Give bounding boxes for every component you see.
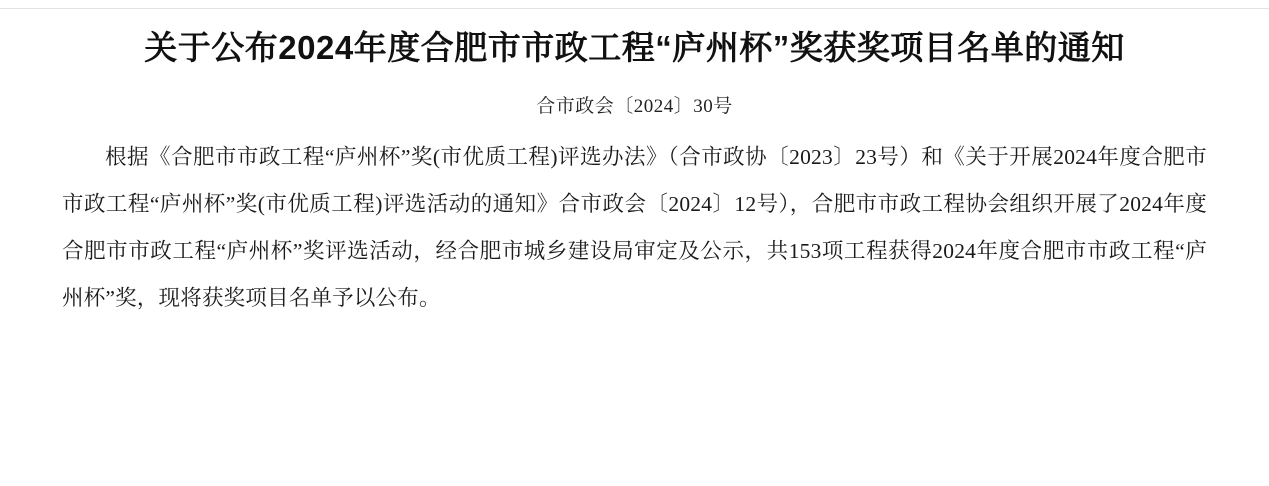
body-paragraph: 根据《合肥市市政工程“庐州杯”奖(市优质工程)评选办法》（合市政协〔2023〕23号）和《关于开展2024年度合肥市市政工程“庐州杯”奖(市优质工程)评选活动的通知》合市政会〔2024〕12号），合肥市市政工程协会组织开展了2024年度合肥市市政工程“庐州杯”奖评选活动，经合肥市城乡建设局审定及公示，共153项工程获得2024年度合肥市市政工程“庐州杯”奖，现将获奖项目名单予以公布。 <box>62 145 1207 310</box>
top-divider <box>0 8 1269 9</box>
document-number: 合市政会〔2024〕30号 <box>536 96 733 117</box>
page-title: 关于公布2024年度合肥市市政工程“庐州杯”奖获奖项目名单的通知 <box>144 29 1125 66</box>
